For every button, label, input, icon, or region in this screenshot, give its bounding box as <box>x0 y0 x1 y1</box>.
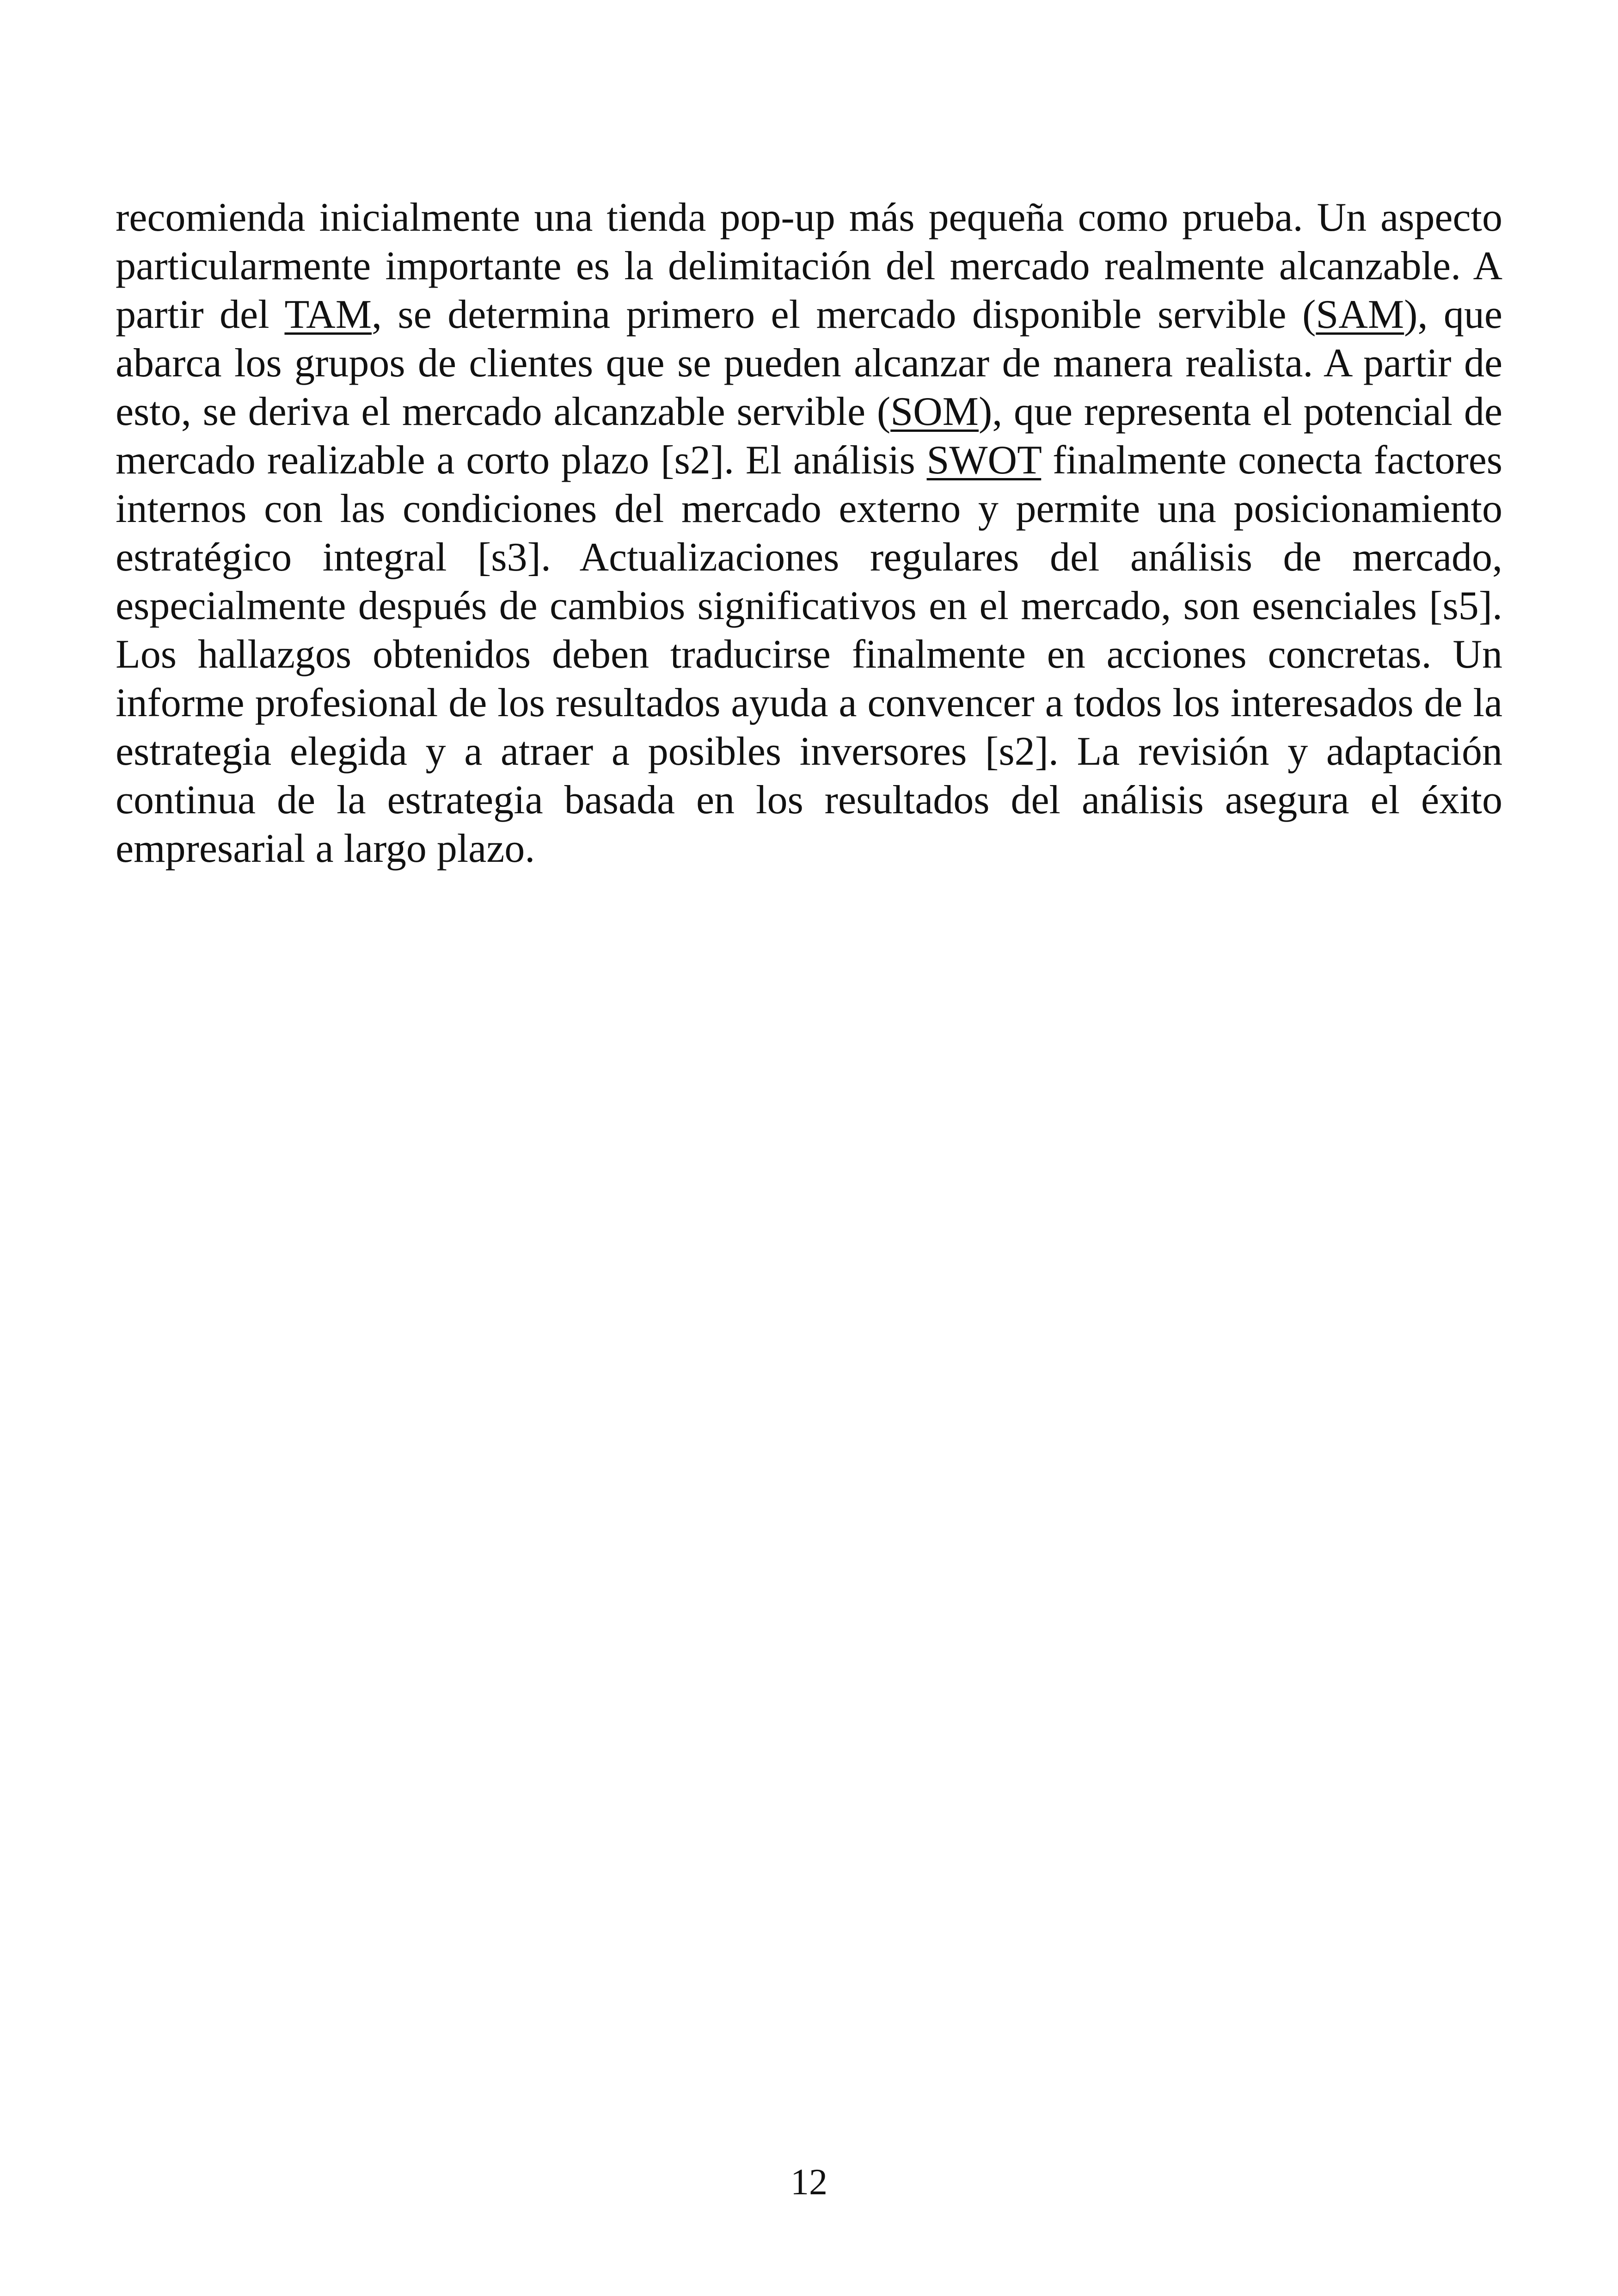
abbreviation-swot[interactable]: SWOT <box>926 438 1042 483</box>
abbreviation-tam[interactable]: TAM <box>284 292 372 337</box>
text-run: finalmente conecta factores internos con las condiciones del mercado externo y permite una posicionamiento estratégico integral [s3]. Actualizaciones regulares del análisis de mercado, especialmente después de cambios significativos en el mercado, son esenciales [s5]. Los hallazgos obtenidos deben traducirse finalmente en acciones concretas. Un informe profesional de los resultados ayuda a convencer a todos los interesados de la estrategia elegida y a atraer a posibles inversores [s2]. La revisión y adaptación continua de la estrategia basada en los resultados del análisis asegura el éxito empresarial a largo plazo. <box>116 438 1502 871</box>
abbreviation-sam[interactable]: SAM <box>1316 292 1404 337</box>
text-run: ), que abarca los grupos de clientes que se pueden alcanzar de manera realista. A partir de esto, se deriva el mercado alcanzable servible ( <box>116 292 1502 434</box>
text-run: recomienda inicialmente una tienda pop-up más pequeña como prueba. Un aspecto particularmente importante es la delimitación del mercado realmente alcanzable. A partir del <box>116 195 1502 337</box>
text-run: , se determina primero el mercado disponible servible ( <box>371 292 1316 337</box>
page-number: 12 <box>791 2162 827 2203</box>
body-paragraph <box>116 193 1502 873</box>
text-run: ), que representa el potencial de mercado realizable a corto plazo [s2]. El análisis <box>116 389 1502 483</box>
abbreviation-som[interactable]: SOM <box>890 389 979 434</box>
